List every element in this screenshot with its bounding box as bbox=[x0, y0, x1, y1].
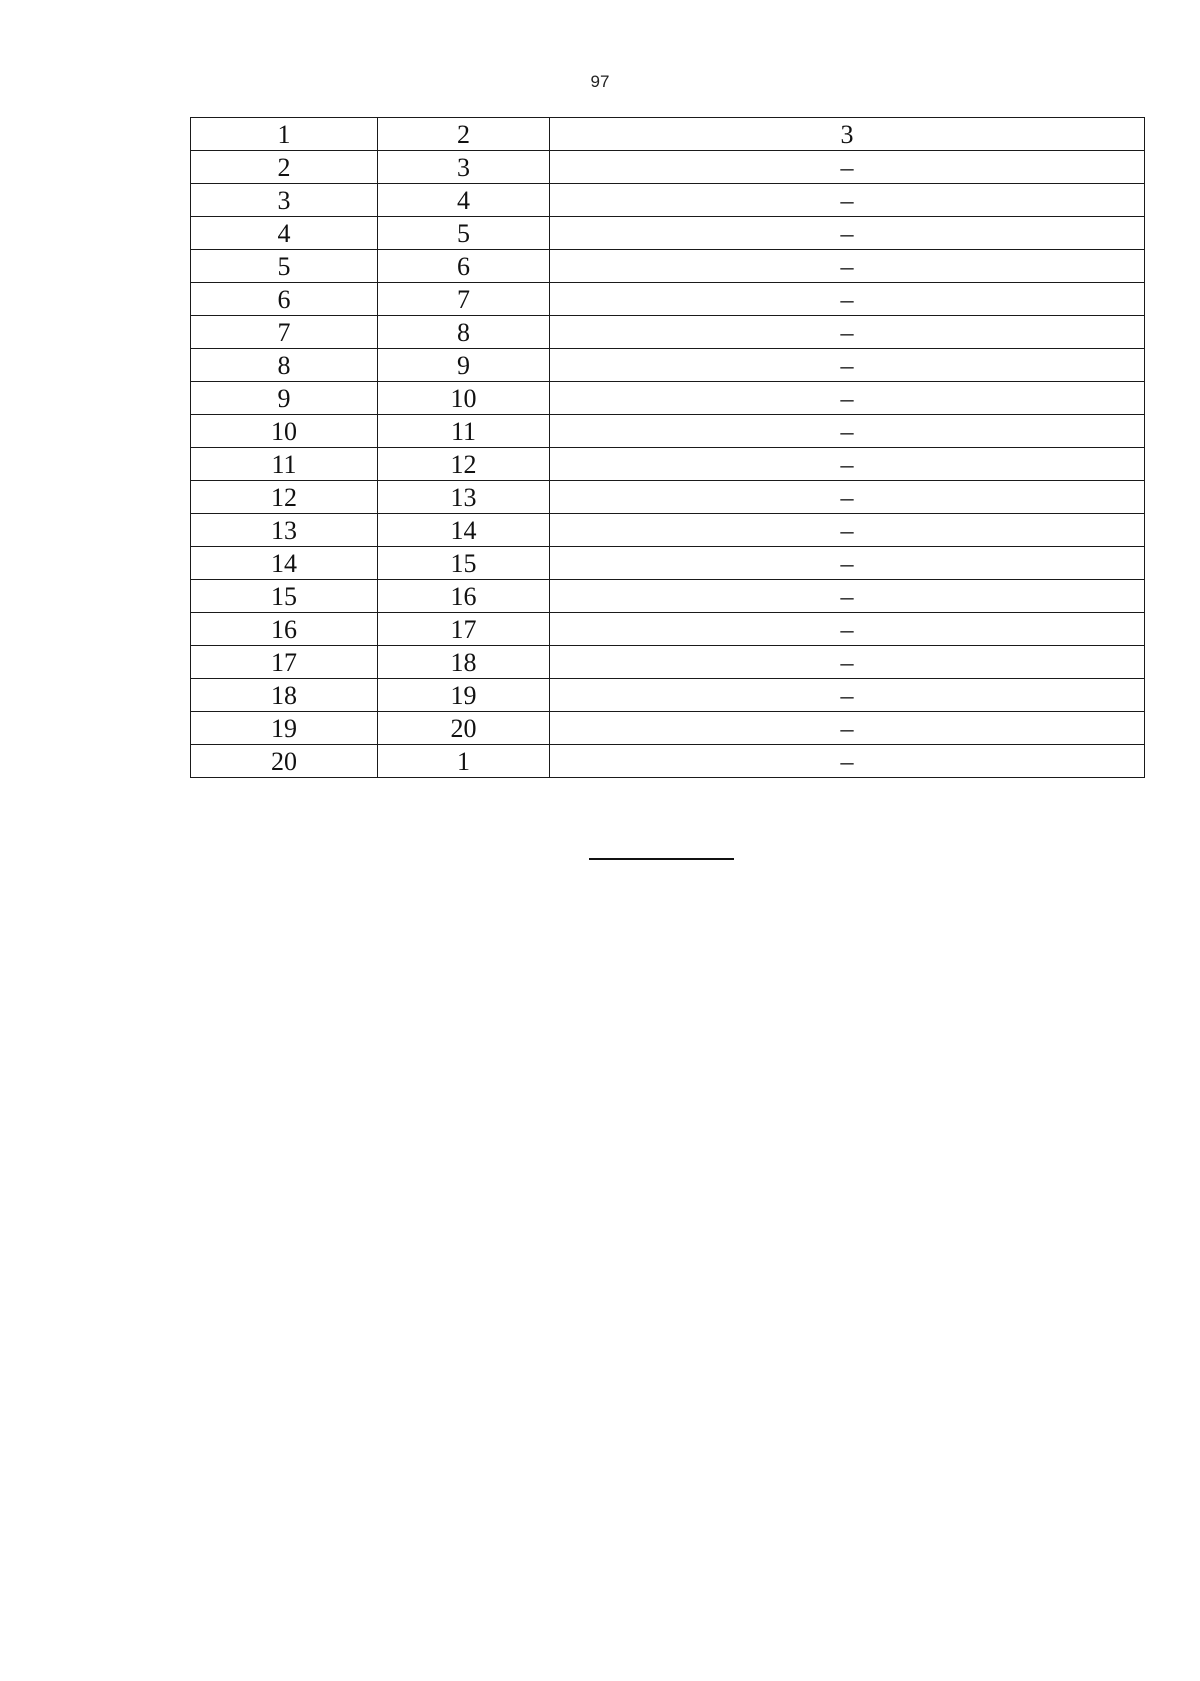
table-cell: – bbox=[550, 646, 1145, 679]
table-cell: – bbox=[550, 547, 1145, 580]
table-row bbox=[191, 184, 1145, 217]
table-cell: 2 bbox=[191, 151, 378, 184]
table-cell: 11 bbox=[378, 415, 550, 448]
table-cell: – bbox=[550, 250, 1145, 283]
table-cell: – bbox=[550, 745, 1145, 778]
table-cell: 6 bbox=[191, 283, 378, 316]
table-cell: 20 bbox=[191, 745, 378, 778]
table-cell: 18 bbox=[191, 679, 378, 712]
table-cell: 14 bbox=[378, 514, 550, 547]
table-row bbox=[191, 646, 1145, 679]
table-cell: – bbox=[550, 283, 1145, 316]
table-cell: 7 bbox=[191, 316, 378, 349]
table-cell: 19 bbox=[191, 712, 378, 745]
table-cell: 17 bbox=[378, 613, 550, 646]
table-cell: – bbox=[550, 184, 1145, 217]
table-cell: 10 bbox=[378, 382, 550, 415]
table-cell: – bbox=[550, 448, 1145, 481]
page-number: 97 bbox=[590, 72, 610, 91]
table-cell: 3 bbox=[378, 151, 550, 184]
table-row bbox=[191, 580, 1145, 613]
table-cell: – bbox=[550, 382, 1145, 415]
table-row bbox=[191, 547, 1145, 580]
table-cell: 9 bbox=[378, 349, 550, 382]
table-cell: 4 bbox=[191, 217, 378, 250]
table-cell: – bbox=[550, 613, 1145, 646]
table-cell: 16 bbox=[378, 580, 550, 613]
table-cell: 18 bbox=[378, 646, 550, 679]
table-cell: 11 bbox=[191, 448, 378, 481]
table-body bbox=[191, 118, 1145, 778]
table-cell: 20 bbox=[378, 712, 550, 745]
table-cell: 17 bbox=[191, 646, 378, 679]
table-row bbox=[191, 283, 1145, 316]
table-cell: – bbox=[550, 415, 1145, 448]
table-cell: – bbox=[550, 514, 1145, 547]
table-cell: 3 bbox=[191, 184, 378, 217]
table-cell: 8 bbox=[378, 316, 550, 349]
table-cell: 6 bbox=[378, 250, 550, 283]
table-cell: 15 bbox=[191, 580, 378, 613]
table-row bbox=[191, 745, 1145, 778]
table-cell: – bbox=[550, 151, 1145, 184]
table-row bbox=[191, 679, 1145, 712]
table-cell: 16 bbox=[191, 613, 378, 646]
table-row bbox=[191, 712, 1145, 745]
table-cell: – bbox=[550, 580, 1145, 613]
table-cell: 10 bbox=[191, 415, 378, 448]
table-cell: 9 bbox=[191, 382, 378, 415]
table-cell: – bbox=[550, 481, 1145, 514]
table-cell: – bbox=[550, 316, 1145, 349]
table-cell: 13 bbox=[378, 481, 550, 514]
table-cell: 19 bbox=[378, 679, 550, 712]
table-row bbox=[191, 382, 1145, 415]
table-cell: – bbox=[550, 349, 1145, 382]
table-cell: 13 bbox=[191, 514, 378, 547]
table-cell: – bbox=[550, 679, 1145, 712]
column-number-cell: 2 bbox=[378, 118, 550, 151]
table-container bbox=[190, 117, 1144, 778]
end-of-section-rule bbox=[589, 858, 734, 860]
table-row bbox=[191, 316, 1145, 349]
table-header-row bbox=[191, 118, 1145, 151]
table-row bbox=[191, 349, 1145, 382]
table-row bbox=[191, 250, 1145, 283]
table-row bbox=[191, 217, 1145, 250]
table-row bbox=[191, 151, 1145, 184]
table-cell: 5 bbox=[378, 217, 550, 250]
table-row bbox=[191, 481, 1145, 514]
table-row bbox=[191, 514, 1145, 547]
table-row bbox=[191, 448, 1145, 481]
table-cell: 1 bbox=[378, 745, 550, 778]
table-cell: 8 bbox=[191, 349, 378, 382]
table-cell: 4 bbox=[378, 184, 550, 217]
table-cell: 7 bbox=[378, 283, 550, 316]
table-cell: 12 bbox=[191, 481, 378, 514]
data-table bbox=[190, 117, 1145, 778]
table-row bbox=[191, 415, 1145, 448]
table-cell: 14 bbox=[191, 547, 378, 580]
column-number-cell: 3 bbox=[550, 118, 1145, 151]
table-cell: 12 bbox=[378, 448, 550, 481]
column-number-cell: 1 bbox=[191, 118, 378, 151]
table-cell: – bbox=[550, 217, 1145, 250]
table-row bbox=[191, 613, 1145, 646]
table-cell: 15 bbox=[378, 547, 550, 580]
table-cell: – bbox=[550, 712, 1145, 745]
table-cell: 5 bbox=[191, 250, 378, 283]
